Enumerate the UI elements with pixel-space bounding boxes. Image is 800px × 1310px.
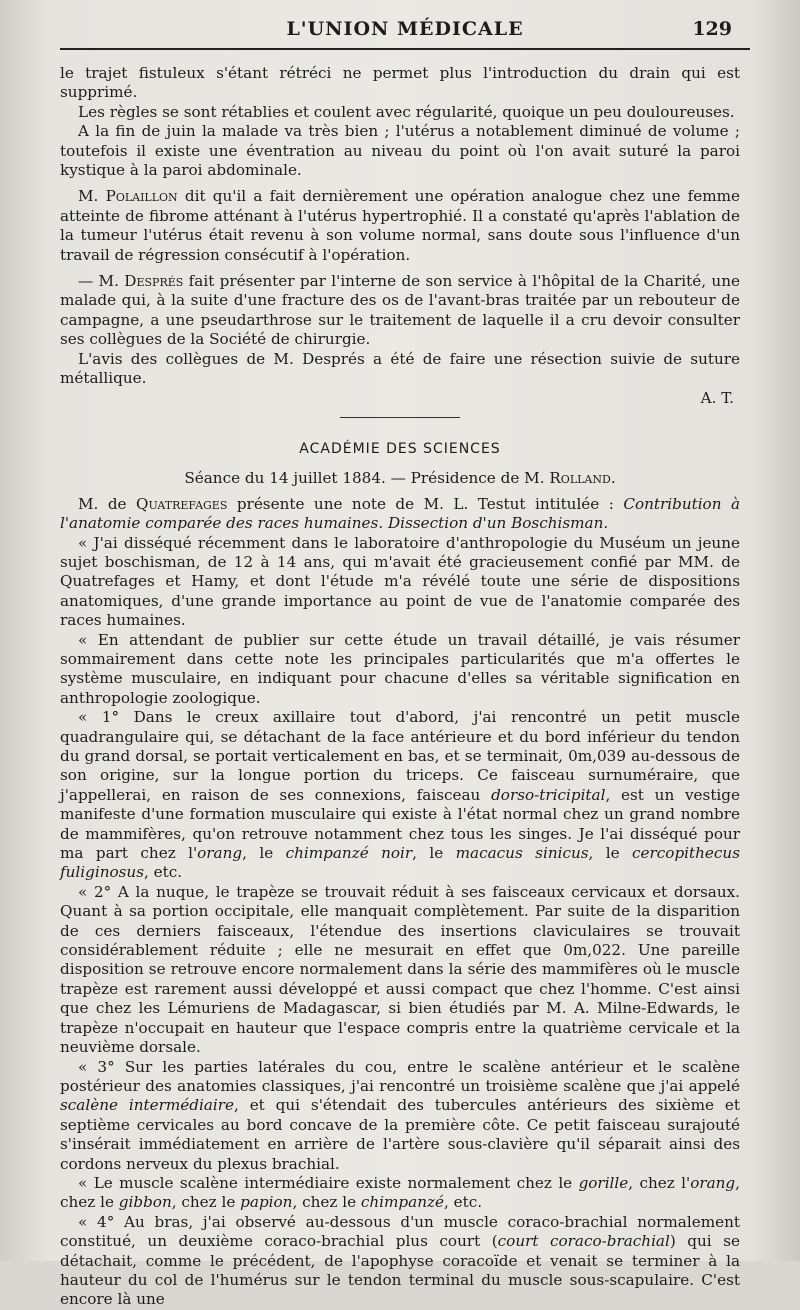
text-run: « 3° Sur les parties latérales du cou, entre le scalène antérieur et le scalène postérieur des anatomies classiques, j'ai rencontré un troisième scalène que j'ai appelé (60, 1057, 740, 1095)
text-run: , et qui s'étendait des tubercules antérieurs des sixième et septième cervicales au bord concave de la première côte. Ce petit faisceau surajouté s'insérait immédiatement en arrière de l'artère sous-clavière qu'il séparait ainsi des cordons nerveux du plexus brachial. (60, 1096, 740, 1173)
text-run: « 4° Au bras, j'ai observé au-dessous d'un muscle coraco-brachial normalement constitué, un deuxième coraco-brachial plus court ( (60, 1212, 740, 1251)
paragraph (60, 1213, 740, 1310)
text-run: présente une note de M. L. Testut intitulée : (227, 494, 624, 513)
text-run: , chez l' (628, 1173, 691, 1192)
italic-term: orang (690, 1173, 736, 1192)
paragraph (60, 495, 740, 534)
text-run: dit qu'il a fait dernièrement une opération analogue chez une femme atteinte de fibrome atténant à l'utérus hypertrophié. Il a constaté qu'après l'ablation de la tumeur l'utérus était revenu à son volume normal, sans doute sous l'influence d'un travail de régression consécutif à l'opération. (60, 187, 740, 264)
person-name: Rolland (549, 469, 611, 488)
page-header (60, 16, 750, 46)
italic-term: court coraco-brachial (497, 1232, 670, 1251)
text-run: Séance du 14 juillet 1884. — Présidence de M. (184, 469, 550, 488)
signature: A. T. (700, 388, 734, 407)
text-run: — M. (78, 272, 125, 291)
person-name: Quatrefages (136, 494, 228, 513)
article-body (60, 64, 740, 1310)
text-run: , etc. (443, 1193, 483, 1212)
person-name: Després (124, 272, 184, 291)
italic-term: gorille (578, 1173, 629, 1192)
section-title: ACADÉMIE DES SCIENCES (299, 440, 501, 457)
paragraph (60, 708, 740, 883)
text-run: M. de (78, 494, 137, 513)
italic-term: dorso-tricipital (491, 785, 606, 804)
italic-term: gibbon (118, 1193, 172, 1212)
italic-term: scalène intermédiaire (60, 1096, 234, 1115)
text-run: , chez le (292, 1193, 361, 1212)
text-run: M. (78, 187, 106, 206)
italic-term: papion (240, 1193, 293, 1212)
text-run: « Le muscle scalène intermédiaire existe normalement chez le (78, 1173, 579, 1192)
italic-term: cercopithecus fuliginosus (60, 844, 740, 882)
page-number: 129 (692, 18, 732, 40)
paragraph: Les règles se sont rétablies et coulent avec régularité, quoique un peu douloureuses. (78, 102, 735, 121)
paragraph (60, 272, 740, 350)
paragraph: « J'ai disséqué récemment dans le laboratoire d'anthropologie du Muséum un jeune sujet boschisman, de 12 à 14 ans, qui m'avait été gracieusement confié par MM. de Quatrefages et Hamy, et dont l'étude m'a révélé toute une série de dispositions anatomiques, d'une grande importance au point de vue de l'anatomie comparée des races humaines. (60, 533, 740, 630)
session-line (60, 469, 740, 488)
paragraph (60, 1058, 740, 1174)
text-run: , etc. (144, 863, 183, 882)
text-run: , le (242, 844, 286, 863)
text-run: « 1° Dans le creux axillaire tout d'abord, j'ai rencontré un petit muscle quadrangulaire qui, se détachant de la face antérieure et du bord inférieur du tendon du grand dorsal, se portait verticalement en bas, et se terminait, 0m,039 au-dessous de son origine, sur la longue portion du triceps. Ce faisceau surnuméraire, que j'appellerai, en raison de ses connexions, faisceau (60, 708, 740, 804)
text-run: fait présenter par l'interne de son service à l'hôpital de la Charité, une malade qui, à la suite d'une fracture des os de l'avant-bras traitée par un rebouteur de campagne, a une pseudarthrose sur le traitement de laquelle il a cru devoir consulter ses collègues de la Société de chirurgie. (60, 272, 740, 349)
section-divider (340, 417, 460, 418)
running-title: L'UNION MÉDICALE (286, 18, 524, 40)
paragraph (60, 1174, 740, 1213)
text-run: . (610, 469, 616, 488)
paragraph: « En attendant de publier sur cette étude un travail détaillé, je vais résumer sommairement dans cette note les principales particularités que m'a offertes le système musculaire, en indiquant pour chacune d'elles sa véritable signification en anthropologie zoologique. (60, 630, 740, 707)
work-title: Contribution à l'anatomie comparée des races humaines. Dissection d'un Boschisman. (60, 494, 740, 533)
text-run: ) qui se détachait, comme le précédent, de l'apophyse coracoïde et venait se terminer à la hauteur du col de l'humérus sur le tendon terminal du muscle sous-scapulaire. C'est encore là une (60, 1232, 740, 1309)
italic-term: chimpanzé (360, 1193, 444, 1212)
paragraph (60, 187, 740, 265)
text-run: , le (588, 844, 633, 863)
paragraph: A la fin de juin la malade va très bien ; l'utérus a notablement diminué de volume ; toutefois il existe une éventration au niveau du point où l'on avait suturé la paroi kystique à la paroi abdominale. (60, 122, 740, 180)
text-run: , chez le (60, 1173, 740, 1212)
person-name: Polaillon (105, 187, 178, 206)
paragraph: L'avis des collègues de M. Després a été de faire une résection suivie de suture métallique. (60, 349, 740, 388)
paragraph: le trajet fistuleux s'étant rétréci ne permet plus l'introduction du drain qui est supprimé. (60, 64, 740, 102)
italic-term: chimpanzé noir (285, 844, 413, 863)
paragraph: « 2° A la nuque, le trapèze se trouvait réduit à ses faisceaux cervicaux et dorsaux. Quant à sa portion occipitale, elle manquait complètement. Par suite de la disparition de ces derniers faisceaux, l'étendue des insertions claviculaires se trouvait considérablement réduite ; elle ne mesurait en effet que 0m,022. Une pareille disposition se retrouve encore normalement dans la série des mammifères où le muscle trapèze est rarement aussi développé et aussi compact que chez l'homme. C'est ainsi que chez les Lémuriens de Madagascar, si bien étudiés par M. A. Milne-Edwards, le trapèze n'occupait en hauteur que l'espace compris entre la quatrième cervicale et la neuvième dorsale. (60, 882, 740, 1057)
text-run: , le (412, 844, 456, 863)
header-rule (60, 48, 750, 50)
text-run: , chez le (171, 1193, 241, 1212)
italic-term: orang (197, 844, 243, 863)
italic-term: macacus sinicus (455, 844, 589, 863)
text-run: , est un vestige manifeste d'une formation musculaire qui existe à l'état normal chez un grand nombre de mammifères, qu'on retrouve notamment chez tous les singes. Je l'ai disséqué pour ma part chez l' (60, 785, 741, 863)
